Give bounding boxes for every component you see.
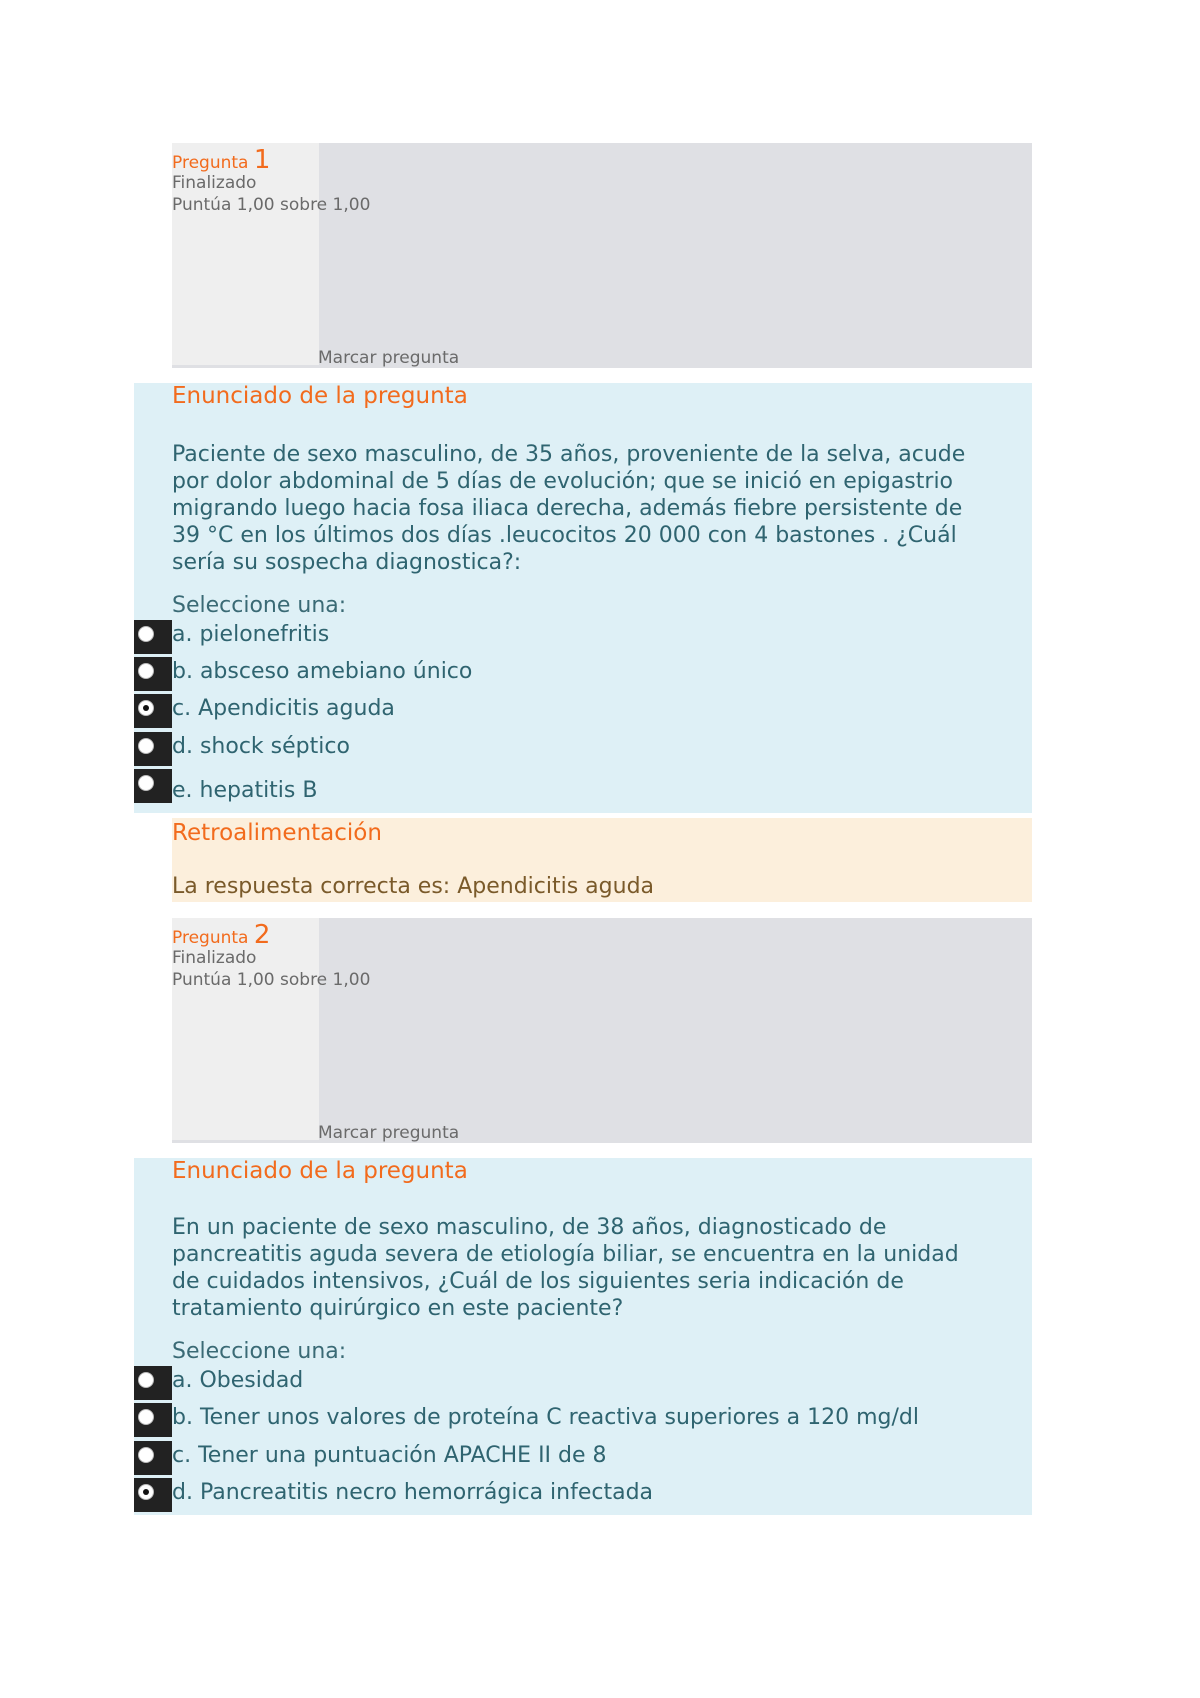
select-one-prompt: Seleccione una: xyxy=(172,1339,347,1364)
question-label-text: Pregunta xyxy=(172,153,249,173)
question-grade: Puntúa 1,00 sobre 1,00 xyxy=(172,970,371,990)
radio-a[interactable] xyxy=(134,620,172,654)
question-1-info xyxy=(172,143,1032,368)
option-label[interactable]: a. pielonefritis xyxy=(172,622,330,647)
question-text-line: tratamiento quirúrgico en este paciente? xyxy=(172,1296,624,1321)
radio-circle-icon[interactable] xyxy=(138,626,154,642)
question-heading: Enunciado de la pregunta xyxy=(172,383,468,409)
radio-circle-icon[interactable] xyxy=(138,1409,154,1425)
question-text xyxy=(172,441,1022,576)
option-label[interactable]: c. Tener una puntuación APACHE II de 8 xyxy=(172,1443,607,1468)
feedback-heading: Retroalimentación xyxy=(172,820,382,846)
correct-answer-text: La respuesta correcta es: Apendicitis aguda xyxy=(172,874,655,899)
question-number-label xyxy=(172,145,270,175)
question-state: Finalizado xyxy=(172,948,257,968)
radio-c[interactable] xyxy=(134,1441,172,1475)
select-one-prompt: Seleccione una: xyxy=(172,593,347,618)
option-label[interactable]: e. hepatitis B xyxy=(172,778,318,803)
radio-b[interactable] xyxy=(134,657,172,691)
option-label[interactable]: c. Apendicitis aguda xyxy=(172,696,395,721)
question-text-line: por dolor abdominal de 5 días de evolución; que se inició en epigastrio xyxy=(172,469,954,494)
question-2-content xyxy=(134,1158,1032,1515)
question-text xyxy=(172,1214,1022,1322)
radio-circle-icon[interactable] xyxy=(138,1447,154,1463)
question-1-content xyxy=(134,383,1032,813)
radio-d[interactable] xyxy=(134,732,172,766)
flag-question-link[interactable]: Marcar pregunta xyxy=(318,1123,460,1143)
question-grade: Puntúa 1,00 sobre 1,00 xyxy=(172,195,371,215)
radio-circle-icon[interactable] xyxy=(138,775,154,791)
radio-circle-icon[interactable] xyxy=(138,738,154,754)
question-2-info xyxy=(172,918,1032,1143)
option-label[interactable]: d. Pancreatitis necro hemorrágica infectada xyxy=(172,1480,654,1505)
question-text-line: Paciente de sexo masculino, de 35 años, proveniente de la selva, acude xyxy=(172,442,966,467)
radio-e[interactable] xyxy=(134,769,172,803)
option-label[interactable]: d. shock séptico xyxy=(172,734,350,759)
radio-checked-icon[interactable] xyxy=(138,1484,154,1500)
question-number-label xyxy=(172,920,270,950)
feedback-panel xyxy=(172,818,1032,902)
question-text-line: En un paciente de sexo masculino, de 38 años, diagnosticado de xyxy=(172,1215,887,1240)
question-number: 1 xyxy=(253,145,271,175)
option-label[interactable]: b. Tener unos valores de proteína C reactiva superiores a 120 mg/dl xyxy=(172,1405,919,1430)
question-text-line: migrando luego hacia fosa iliaca derecha, además fiebre persistente de xyxy=(172,496,963,521)
radio-checked-icon[interactable] xyxy=(138,700,154,716)
radio-a[interactable] xyxy=(134,1366,172,1400)
question-text-line: pancreatitis aguda severa de etiología biliar, se encuentra en la unidad xyxy=(172,1242,959,1267)
flag-question-link[interactable]: Marcar pregunta xyxy=(318,348,460,368)
question-number: 2 xyxy=(253,920,271,950)
question-heading: Enunciado de la pregunta xyxy=(172,1158,468,1184)
option-label[interactable]: a. Obesidad xyxy=(172,1368,304,1393)
question-state: Finalizado xyxy=(172,173,257,193)
radio-c[interactable] xyxy=(134,694,172,728)
radio-circle-icon[interactable] xyxy=(138,663,154,679)
radio-d[interactable] xyxy=(134,1478,172,1512)
option-label[interactable]: b. absceso amebiano único xyxy=(172,659,473,684)
radio-b[interactable] xyxy=(134,1403,172,1437)
question-text-line: sería su sospecha diagnostica?: xyxy=(172,550,522,575)
question-text-line: de cuidados intensivos, ¿Cuál de los siguientes seria indicación de xyxy=(172,1269,904,1294)
question-text-line: 39 °C en los últimos dos días .leucocitos 20 000 con 4 bastones . ¿Cuál xyxy=(172,523,957,548)
radio-circle-icon[interactable] xyxy=(138,1372,154,1388)
question-label-text: Pregunta xyxy=(172,928,249,948)
